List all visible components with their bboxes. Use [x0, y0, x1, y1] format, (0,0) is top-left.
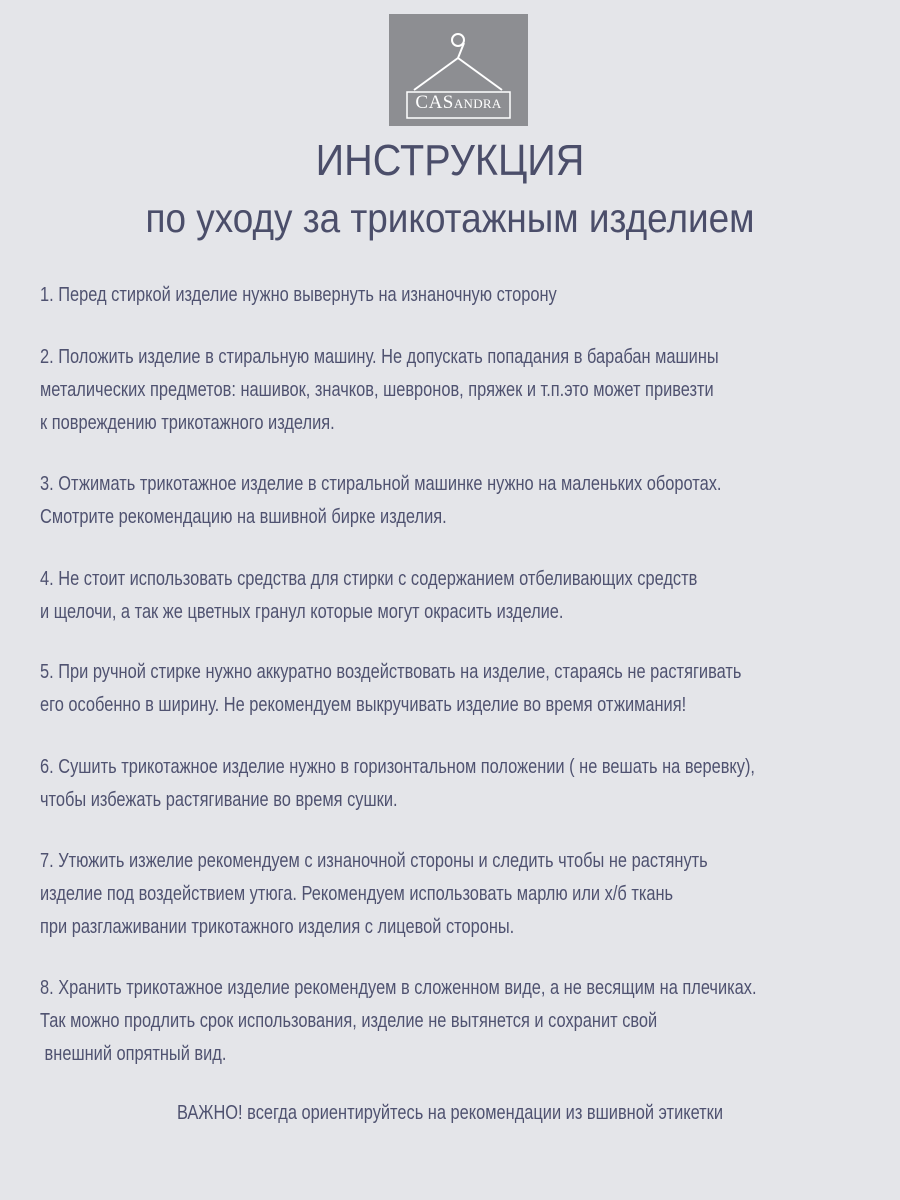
instruction-line: металических предметов: нашивок, значков, шевронов, пряжек и т.п.это может привезти: [40, 379, 714, 401]
logo-wordmark: [389, 92, 528, 114]
instruction-line: и щелочи, а так же цветных гранул которые могут окрасить изделие.: [40, 601, 564, 623]
instruction-item-1: [40, 279, 557, 312]
instruction-line: Так можно продлить срок использования, изделие не вытянется и сохранит свой: [40, 1010, 658, 1032]
logo-text-small: ANDRA: [453, 96, 502, 111]
instruction-line: 5. При ручной стирке нужно аккуратно воздействовать на изделие, стараясь не растягивать: [40, 661, 742, 683]
instruction-line: 4. Не стоит использовать средства для стирки с содержанием отбеливающих средств: [40, 568, 698, 590]
instruction-line: при разглаживании трикотажного изделия с лицевой стороны.: [40, 916, 515, 938]
instruction-line: внешний опрятный вид.: [40, 1043, 227, 1065]
page-subtitle: по уходу за трикотажным изделием: [145, 195, 755, 241]
logo-text-caps: CAS: [415, 92, 454, 113]
instruction-item-5: [40, 656, 741, 722]
instruction-line: к повреждению трикотажного изделия.: [40, 412, 335, 434]
instruction-item-2: [40, 341, 719, 440]
instruction-line: 1. Перед стиркой изделие нужно вывернуть на изнаночную сторону: [40, 284, 557, 306]
important-note: ВАЖНО! всегда ориентируйтесь на рекомендации из вшивной этикетки: [176, 1102, 724, 1124]
instruction-item-7: [40, 845, 708, 944]
instruction-line: 7. Утюжить изжелие рекомендуем с изнаночной стороны и следить чтобы не растянуть: [40, 850, 708, 872]
instruction-line: 6. Сушить трикотажное изделие нужно в горизонтальном положении ( не вешать на веревку),: [40, 756, 756, 778]
instruction-line: изделие под воздействием утюга. Рекомендуем использовать марлю или х/б ткань: [40, 883, 674, 905]
instruction-item-6: [40, 751, 755, 817]
instruction-line: 2. Положить изделие в стиральную машину. Не допускать попадания в барабан машины: [40, 346, 719, 368]
instruction-line: Смотрите рекомендацию на вшивной бирке изделия.: [40, 506, 447, 528]
instruction-line: 3. Отжимать трикотажное изделие в стиральной машинке нужно на маленьких оборотах.: [40, 473, 722, 495]
instruction-item-4: [40, 563, 697, 629]
instruction-line: чтобы избежать растягивание во время сушки.: [40, 789, 398, 811]
instruction-item-8: [40, 972, 757, 1071]
instruction-item-3: [40, 468, 721, 534]
instruction-line: его особенно в ширину. Не рекомендуем выкручивать изделие во время отжимания!: [40, 694, 687, 716]
instruction-line: 8. Хранить трикотажное изделие рекомендуем в сложенном виде, а не весящим на плечиках.: [40, 977, 757, 999]
page-title: ИНСТРУКЦИЯ: [315, 136, 585, 185]
brand-logo: [389, 14, 528, 126]
